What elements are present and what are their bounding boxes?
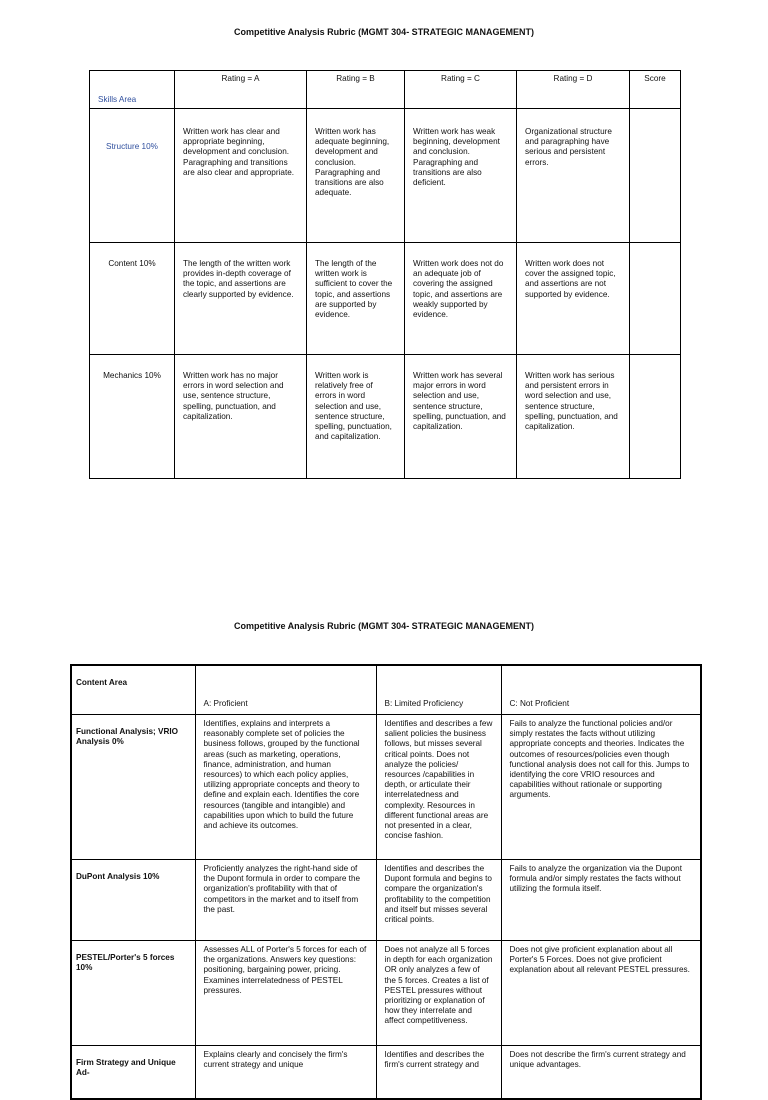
rating-a-header: Rating = A: [175, 71, 307, 109]
level-b-header: B: Limited Proficiency: [376, 665, 501, 715]
rating-b-cell: Written work has adequate beginning, development and conclusion. Paragraphing and transitions are also adequate.: [307, 109, 405, 243]
level-b-cell: Does not analyze all 5 forces in depth for each organization OR only analyzes a few of the 5 forces. Creates a list of PESTEL pressures without prioritizing or explanation of how they interrelate and affect competitiveness.: [376, 941, 501, 1046]
rating-b-header: Rating = B: [307, 71, 405, 109]
content-area-label: Functional Analysis; VRIO Analysis 0%: [71, 715, 195, 860]
level-b-cell: Identifies and describes a few salient policies the business follows, but misses several critical points. Does not analyze the policies/ resources /capabilities in depth, or articulate their interrelatedness and complexity. Resources in different functional areas are not presented in a clear, concise fashion.: [376, 715, 501, 860]
table-row: [90, 355, 681, 479]
rating-b-cell: The length of the written work is sufficient to cover the topic, and assertions are supported by evidence.: [307, 243, 405, 355]
rating-b-cell: Written work is relatively free of errors in word selection and use, sentence structure, spelling, punctuation, and capitalization.: [307, 355, 405, 479]
table-row: [71, 860, 701, 941]
level-c-cell: Fails to analyze the organization via the Dupont formula and/or simply restates the facts without utilizing the formula itself.: [501, 860, 701, 941]
level-a-cell: Proficiently analyzes the right-hand side of the Dupont formula in order to compare the organization's profitability with that of competitors in the market and to itself from the past.: [195, 860, 376, 941]
rating-c-cell: Written work does not do an adequate job of covering the assigned topic, and assertions are weakly supported by evidence.: [405, 243, 517, 355]
level-c-cell: Fails to analyze the functional policies and/or simply restates the facts without utilizing appropriate concepts and theories. Indicates the outcomes of resources/policies even though functional analysis does not call for this. Jumps to identifying the core VRIO resources and capabilities without rationale or supporting arguments.: [501, 715, 701, 860]
score-cell[interactable]: [630, 243, 681, 355]
score-cell[interactable]: [630, 355, 681, 479]
level-a-cell: Assesses ALL of Porter's 5 forces for each of the organizations. Answers key questions: positioning, bargaining power, pricing. Examines interrelatedness of PESTEL pressures.: [195, 941, 376, 1046]
content-area-label: DuPont Analysis 10%: [71, 860, 195, 941]
level-c-cell: Does not give proficient explanation about all Porter's 5 Forces. Does not give proficient explanation about all relevant PESTEL pressures.: [501, 941, 701, 1046]
rating-c-cell: Written work has several major errors in word selection and use, sentence structure, spelling, punctuation, and capitalization.: [405, 355, 517, 479]
table-header-row: [90, 71, 681, 109]
criterion-label: Mechanics 10%: [90, 355, 175, 479]
criterion-label: Structure 10%: [90, 109, 175, 243]
table-header-row: [71, 665, 701, 715]
criterion-label: Content 10%: [90, 243, 175, 355]
level-b-cell: Identifies and describes the Dupont formula and begins to compare the organization's profitability to the competition and itself but misses several critical points.: [376, 860, 501, 941]
content-rubric-table: [70, 664, 702, 1100]
table-row: [71, 1046, 701, 1100]
content-area-label: PESTEL/Porter's 5 forces 10%: [71, 941, 195, 1046]
rating-d-cell: Written work does not cover the assigned topic, and assertions are not supported by evidence.: [517, 243, 630, 355]
table-row: [90, 109, 681, 243]
level-c-header: C: Not Proficient: [501, 665, 701, 715]
rating-d-cell: Organizational structure and paragraphing have serious and persistent errors.: [517, 109, 630, 243]
rating-d-header: Rating = D: [517, 71, 630, 109]
level-a-header: A: Proficient: [195, 665, 376, 715]
rating-c-cell: Written work has weak beginning, development and conclusion. Paragraphing and transitions are also deficient.: [405, 109, 517, 243]
rubric-title-1: Competitive Analysis Rubric (MGMT 304- STRATEGIC MANAGEMENT): [233, 27, 535, 37]
level-a-cell: Identifies, explains and interprets a reasonably complete set of policies the business follows, grouped by the functional areas (such as marketing, operations, finance, administration, and human resources) to which each policy applies, utilizing appropriate concepts and theory to define and explain each. Identifies the core resources (tangible and intangible) and capabilities upon which to build the future and achieve its outcomes.: [195, 715, 376, 860]
rating-a-cell: The length of the written work provides in-depth coverage of the topic, and assertions are clearly supported by evidence.: [175, 243, 307, 355]
level-b-cell: Identifies and describes the firm's current strategy and: [376, 1046, 501, 1100]
table-row: [71, 941, 701, 1046]
table-row: [71, 715, 701, 860]
table-row: [90, 243, 681, 355]
skills-area-header: Skills Area: [90, 71, 175, 109]
level-c-cell: Does not describe the firm's current strategy and unique advantages.: [501, 1046, 701, 1100]
score-header: Score: [630, 71, 681, 109]
rubric-title-2: Competitive Analysis Rubric (MGMT 304- STRATEGIC MANAGEMENT): [233, 621, 535, 631]
content-area-label: Firm Strategy and Unique Ad-: [71, 1046, 195, 1100]
score-cell[interactable]: [630, 109, 681, 243]
rating-a-cell: Written work has no major errors in word selection and use, sentence structure, spelling, punctuation, and capitalization.: [175, 355, 307, 479]
writing-rubric-table: [89, 70, 681, 479]
rating-c-header: Rating = C: [405, 71, 517, 109]
content-area-header: Content Area: [71, 665, 195, 715]
rating-d-cell: Written work has serious and persistent errors in word selection and use, sentence structure, spelling, punctuation, and capitalization.: [517, 355, 630, 479]
rating-a-cell: Written work has clear and appropriate beginning, development and conclusion. Paragraphing and transitions are also clear and appropriate.: [175, 109, 307, 243]
level-a-cell: Explains clearly and concisely the firm's current strategy and unique: [195, 1046, 376, 1100]
